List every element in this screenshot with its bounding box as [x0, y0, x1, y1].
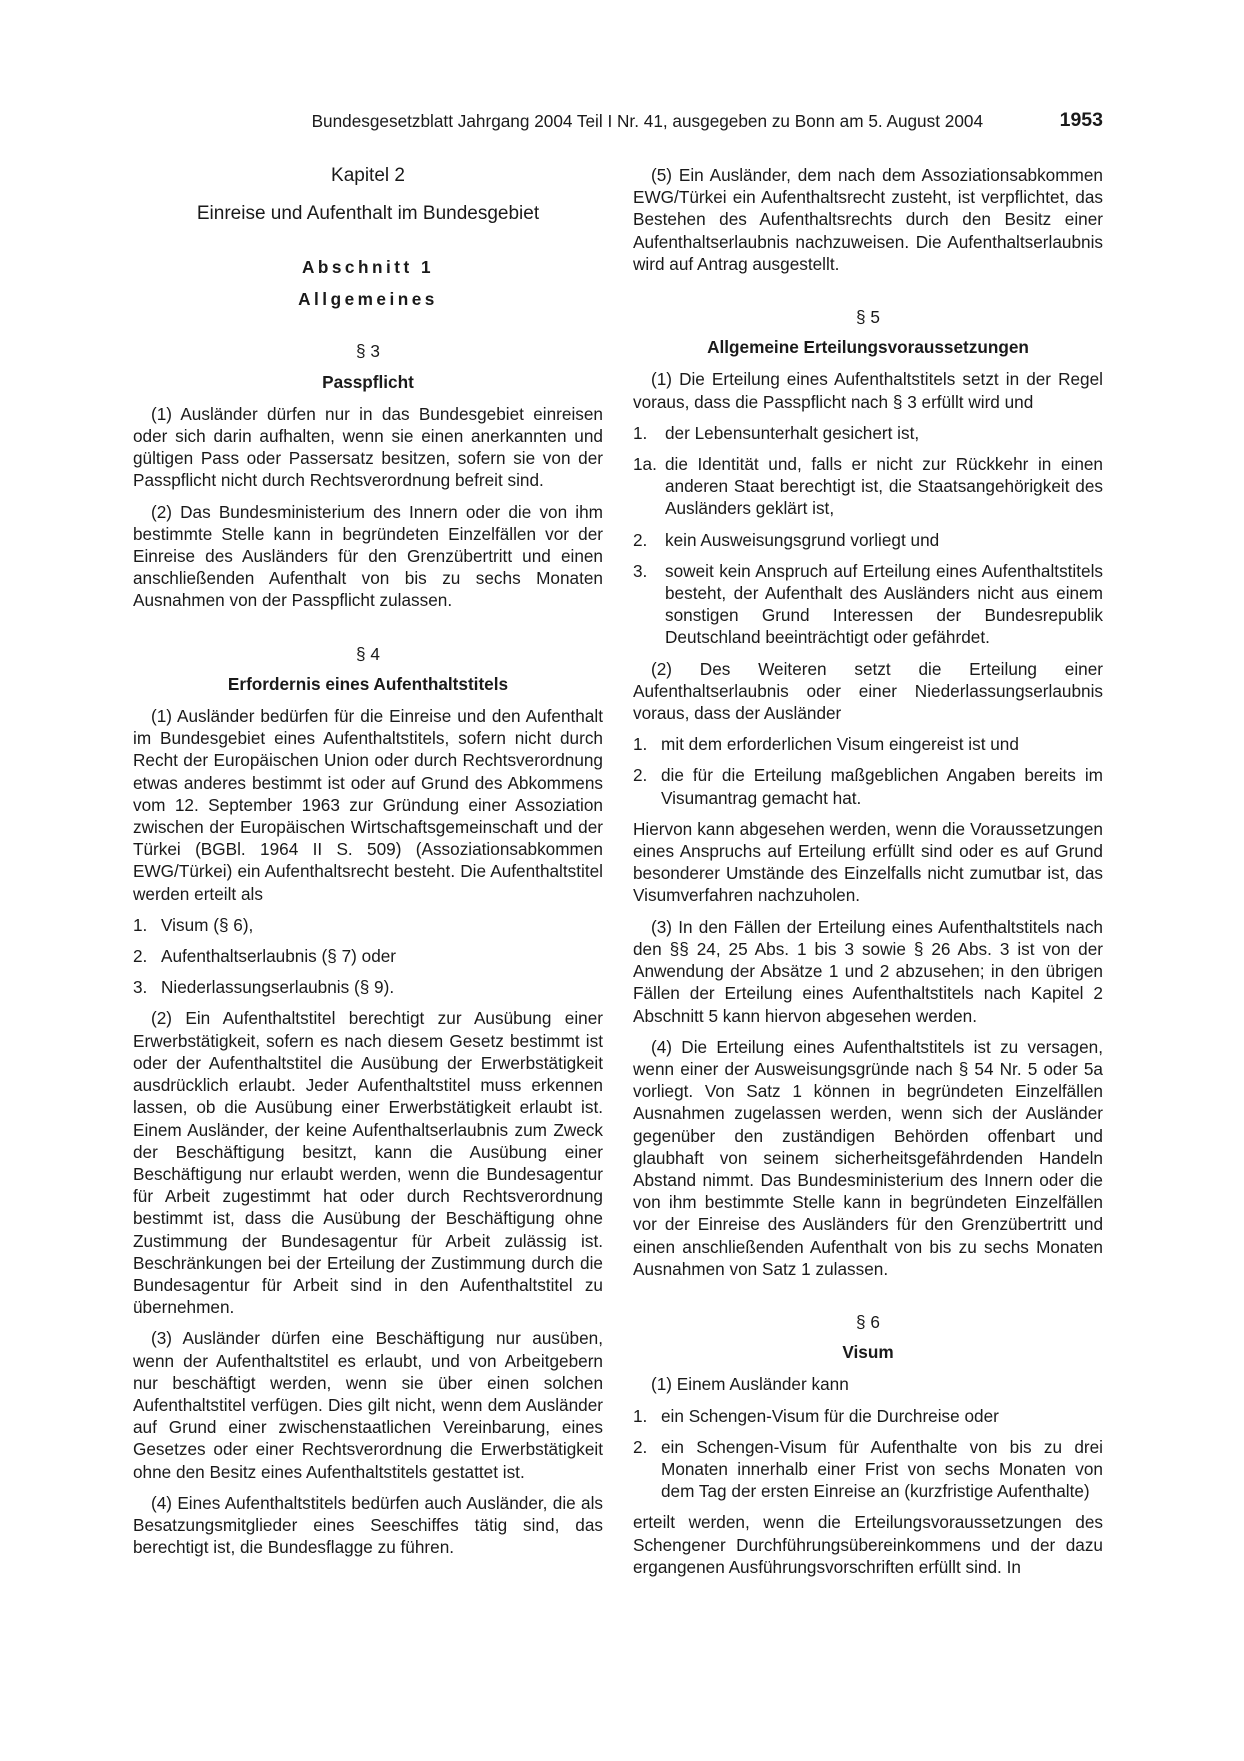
- list-item: [133, 976, 603, 998]
- list-number: 2.: [633, 529, 648, 550]
- chapter-title: Einreise und Aufenthalt im Bundesgebiet: [196, 203, 540, 224]
- list-number: 3.: [133, 977, 148, 998]
- body-text: (5) Ein Ausländer, dem nach dem Assoziationsabkommen EWG/Türkei ein Aufenthaltsrecht zusteht, ist verpflichtet, das Bestehen des Aufenthaltsrechts durch den Besitz einer Aufenthaltserlaubnis nachzuweisen. Die Aufenthaltserlaubnis wird auf Antrag ausgestellt.: [633, 165, 1103, 274]
- chapter-label: Kapitel 2: [331, 165, 405, 186]
- list-text: ein Schengen-Visum für die Durchreise oder: [661, 1405, 999, 1426]
- list-number: 2.: [133, 946, 148, 967]
- body-text: (3) Ausländer dürfen eine Beschäftigung nur ausüben, wenn der Aufenthaltstitel es erlaubt, und von Arbeitgebern nur beschäftigt werden, wenn sie über einen solchen Aufenthaltstitel verfügen. Dies gilt nicht, wenn dem Ausländer auf Grund einer zwischenstaatlichen Vereinbarung, eines Gesetzes oder einer Rechtsverordnung die Erwerbstätigkeit ohne den Besitz eines Aufenthaltstitels gestattet ist.: [133, 1328, 603, 1482]
- paragraph-title-4: Erfordernis eines Aufenthaltstitels: [227, 673, 509, 694]
- list-number: 1.: [633, 422, 648, 443]
- page-header: [133, 111, 1103, 135]
- paragraph-number-3: § 3: [356, 341, 380, 362]
- body-text: (1) Einem Ausländer kann: [651, 1374, 849, 1395]
- paragraph-number-4: § 4: [356, 643, 380, 664]
- body-text: (2) Des Weiteren setzt die Erteilung einer Aufenthaltserlaubnis oder einer Niederlassungserlaubnis voraus, dass der Ausländer: [633, 658, 1103, 724]
- list-text: die Identität und, falls er nicht zur Rückkehr in einen anderen Staat berechtigt ist, die Staatsangehörigkeit des Ausländers geklärt ist,: [665, 454, 1103, 519]
- list-item: [633, 764, 1103, 808]
- list-item: [633, 1405, 1103, 1427]
- list-item: [633, 560, 1103, 649]
- body-text: erteilt werden, wenn die Erteilungsvoraussetzungen des Schengener Durchführungsübereinkommens und der dazu ergangenen Ausführungsvorschriften erfüllt sind. In: [633, 1512, 1103, 1577]
- page-number: 1953: [1059, 109, 1103, 131]
- paragraph-number-5: § 5: [856, 307, 880, 328]
- list-number: 1.: [633, 734, 648, 755]
- body-text: (1) Ausländer bedürfen für die Einreise und den Aufenthalt im Bundesgebiet eines Aufenthaltstitels, sofern nicht durch Recht der Europäischen Union oder durch Rechtsverordnung etwas anderes bestimmt ist oder auf Grund des Abkommens vom 12. September 1963 zur Gründung einer Assoziation zwischen der Europäischen Wirtschaftsgemeinschaft und der Türkei (BGBl. 1964 II S. 509) (Assoziationsabkommen EWG/Türkei) ein Aufenthaltsrecht besteht. Die Aufenthaltstitel werden erteilt als: [133, 706, 603, 904]
- list-number: 2.: [633, 1436, 648, 1457]
- list-number: 1.: [633, 1405, 648, 1426]
- list-number: 3.: [633, 560, 648, 581]
- list-item: [133, 945, 603, 967]
- paragraph-title-3: Passpflicht: [322, 371, 414, 392]
- list-number: 1.: [133, 914, 148, 935]
- body-text: (4) Die Erteilung eines Aufenthaltstitels ist zu versagen, wenn einer der Ausweisungsgründe nach § 54 Nr. 5 oder 5a vorliegt. Von Satz 1 können in begründeten Einzelfällen Ausnahmen zugelassen werden, wenn sich der Ausländer gegenüber den zuständigen Behörden offenbart und glaubhaft von seinem sicherheitsgefährdenden Handeln Abstand nimmt. Das Bundesministerium des Innern oder die von ihm bestimmte Stelle kann in begründeten Einzelfällen vor der Einreise des Ausländers für den Grenzübertritt und einen anschließenden Aufenthalt von bis zu sechs Monaten Ausnahmen von Satz 1 zulassen.: [633, 1036, 1103, 1279]
- list-text: soweit kein Anspruch auf Erteilung eines Aufenthaltstitels besteht, der Aufenthalt des Ausländers nicht aus einem sonstigen Grund Interessen der Bundesrepublik Deutschland beeinträchtigt oder gefährdet.: [665, 560, 1103, 648]
- running-title: Bundesgesetzblatt Jahrgang 2004 Teil I Nr. 41, ausgegeben zu Bonn am 5. August 2004: [311, 111, 983, 131]
- body-text: (1) Die Erteilung eines Aufenthaltstitels setzt in der Regel voraus, dass die Passpflicht nach § 3 erfüllt wird und: [633, 369, 1103, 412]
- paragraph-title-5: Allgemeine Erteilungsvoraussetzungen: [707, 337, 1029, 358]
- list-number: 2.: [633, 765, 648, 786]
- paragraph-number-6: § 6: [856, 1311, 880, 1332]
- section-group-title: Allgemeines: [298, 289, 438, 310]
- list-text: der Lebensunterhalt gesichert ist,: [665, 422, 920, 443]
- list-text: die für die Erteilung maßgeblichen Angaben bereits im Visumantrag gemacht hat.: [661, 765, 1103, 808]
- list-text: ein Schengen-Visum für Aufenthalte von bis zu drei Monaten innerhalb einer Frist von sechs Monaten von dem Tag der ersten Einreise an (kurzfristige Aufenthalte): [661, 1436, 1103, 1502]
- body-text: Hiervon kann abgesehen werden, wenn die Voraussetzungen eines Anspruchs auf Erteilung erfüllt sind oder es auf Grund besonderer Umstände des Einzelfalls nicht zumutbar ist, das Visumverfahren nachzuholen.: [633, 818, 1103, 906]
- left-column: [133, 164, 603, 1567]
- list-item: [633, 453, 1103, 520]
- body-text: (1) Ausländer dürfen nur in das Bundesgebiet einreisen oder sich darin aufhalten, wenn sie einen anerkannten und gültigen Pass oder Passersatz besitzen, sofern sie von der Passpflicht nicht durch Rechtsverordnung befreit sind.: [133, 403, 603, 491]
- right-column: [633, 164, 1103, 1587]
- list-text: Aufenthaltserlaubnis (§ 7) oder: [161, 946, 397, 967]
- body-text: (2) Das Bundesministerium des Innern oder die von ihm bestimmte Stelle kann in begründeten Einzelfällen vor der Einreise des Ausländers für den Grenzübertritt und einen anschließenden Aufenthalt von bis zu sechs Monaten Ausnahmen von der Passpflicht zulassen.: [133, 501, 603, 611]
- section-group-label: Abschnitt 1: [301, 257, 435, 277]
- paragraph-title-6: Visum: [842, 1342, 894, 1363]
- list-text: Niederlassungserlaubnis (§ 9).: [161, 977, 395, 998]
- list-item: [133, 914, 603, 936]
- list-item: [633, 1436, 1103, 1503]
- list-number: 1a.: [633, 454, 657, 475]
- list-text: kein Ausweisungsgrund vorliegt und: [665, 529, 940, 550]
- list-item: [633, 422, 1103, 444]
- list-text: mit dem erforderlichen Visum eingereist ist und: [661, 734, 1019, 755]
- list-item: [633, 529, 1103, 551]
- list-item: [633, 733, 1103, 755]
- body-text: (2) Ein Aufenthaltstitel berechtigt zur Ausübung einer Erwerbstätigkeit, sofern es nach diesem Gesetz bestimmt ist oder der Aufenthaltstitel die Ausübung der Erwerbstätigkeit ausdrücklich erlaubt. Jeder Aufenthaltstitel muss erkennen lassen, ob die Ausübung einer Erwerbstätigkeit erlaubt ist. Einem Ausländer, der keine Aufenthaltserlaubnis zum Zweck der Beschäftigung besitzt, kann die Ausübung einer Beschäftigung nur erlaubt werden, wenn die Bundesagentur für Arbeit zugestimmt hat oder durch Rechtsverordnung bestimmt ist, dass die Ausübung der Beschäftigung ohne Zustimmung der Bundesagentur für Arbeit zulässig ist. Beschränkungen bei der Erteilung der Zustimmung durch die Bundesagentur für Arbeit sind in den Aufenthaltstitel zu übernehmen.: [133, 1008, 603, 1318]
- list-text: Visum (§ 6),: [161, 914, 254, 935]
- body-text: (3) In den Fällen der Erteilung eines Aufenthaltstitels nach den §§ 24, 25 Abs. 1 bis 3 sowie § 26 Abs. 3 ist von der Anwendung der Absätze 1 und 2 abzusehen; in den übrigen Fällen der Erteilung eines Aufenthaltstitels nach Kapitel 2 Abschnitt 5 kann hiervon abgesehen werden.: [633, 916, 1103, 1026]
- body-text: (4) Eines Aufenthaltstitels bedürfen auch Ausländer, die als Besatzungsmitglieder eines Seeschiffes tätig sind, das berechtigt ist, die Bundesflagge zu führen.: [133, 1492, 603, 1558]
